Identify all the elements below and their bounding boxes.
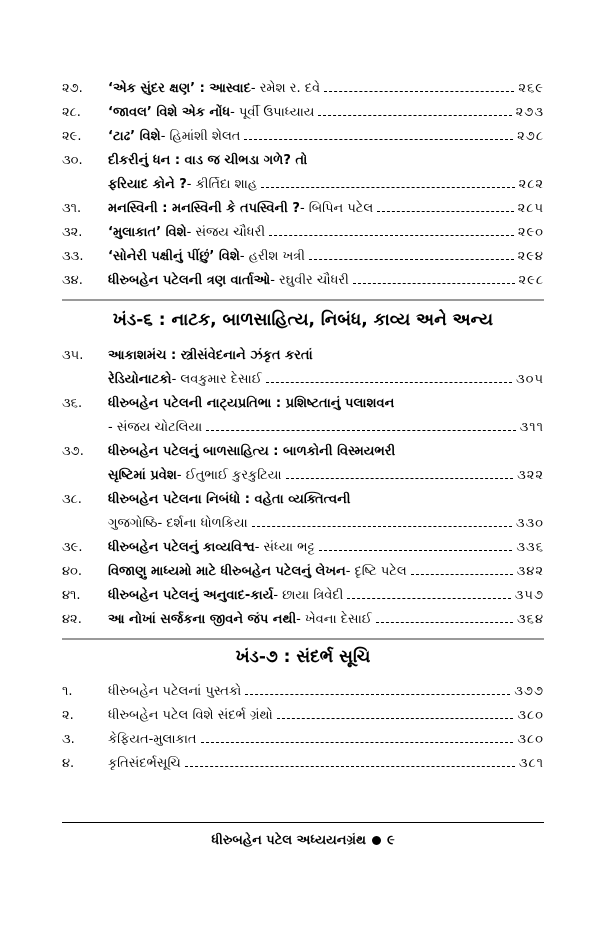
entry-page-number: ૨૬૯ — [518, 81, 544, 96]
entry-title-continued: ગુજગોષ્ઠિ — [108, 516, 158, 531]
entry-author: - કીર્તિદા શાહ — [186, 177, 258, 192]
dot-leader — [319, 549, 513, 551]
entry-page-number: ૩૦૫ — [515, 372, 544, 387]
entry-title: ‘જાવલ’ વિશે એક નોંધ — [108, 105, 231, 120]
entry-number: ૩૩. — [62, 249, 84, 264]
entry-author: - દર્શના ધોળકિયા — [157, 516, 248, 531]
entry-author: - સંધ્યા ભટ્ટ — [254, 540, 315, 555]
entry-author: - હિમાંશી શેલત — [160, 129, 241, 144]
entry-number: ૩૮. — [62, 492, 82, 507]
toc-entry-continuation — [62, 174, 544, 196]
toc-entry — [62, 102, 544, 124]
footer-page-number: ૯ — [386, 833, 395, 848]
entry-author: - સંજય ચૌધરી — [186, 225, 266, 240]
section-heading: ખંડ-૬ : નાટક, બાળસાહિત્ય, નિબંધ, કાવ્ય અને અન્ય — [112, 310, 494, 330]
toc-entry — [62, 729, 544, 751]
entry-page-number: ૩૩૬ — [516, 540, 544, 555]
dot-leader — [347, 597, 510, 599]
toc-entry — [62, 222, 544, 244]
dot-leader — [261, 186, 515, 188]
entry-number: ૨૮. — [62, 105, 81, 120]
entry-title: વિજાણુ માધ્યમો માટે ધીરુબહેન પટેલનું લેખન — [108, 564, 346, 579]
entry-title-continued: ફરિયાદ કોને ? — [108, 177, 187, 192]
entry-title: ‘એક સુંદર ક્ષણ’ : આસ્વાદ — [108, 81, 251, 96]
section-divider — [62, 299, 544, 301]
entry-page-number: ૩૧૧ — [519, 420, 544, 435]
toc-entry — [62, 150, 544, 172]
entry-author: - ઈતુભાઈ કુરકુટિયા — [176, 468, 282, 483]
footer-rule — [62, 822, 544, 823]
entry-page-number: ૩૮૧ — [518, 756, 544, 771]
entry-number: ૩૪. — [62, 273, 83, 288]
entry-number: ૪૨. — [62, 612, 82, 627]
entry-number: ૩૭. — [62, 444, 84, 459]
toc-entry — [62, 270, 544, 292]
entry-title: દીકરીનું ધન : વાડ જ ચીભડા ગળે? તો — [108, 153, 308, 168]
entry-title: ધીરુબહેન પટેલનું કાવ્યવિશ્વ — [108, 540, 255, 555]
entry-author: - રમેશ ર. દવે — [250, 81, 321, 96]
entry-page-number: ૨૯૦ — [517, 225, 544, 240]
entry-title: ‘ટાઢ’ વિશે — [108, 129, 161, 144]
dot-leader — [324, 90, 514, 92]
entry-author: - હરીશ ખત્રી — [239, 249, 305, 264]
dot-leader — [245, 693, 510, 695]
toc-entry — [62, 489, 544, 511]
entry-title-continued: રેડિયોનાટકો — [108, 372, 172, 387]
entry-number: ૨૯. — [62, 129, 82, 144]
dot-leader — [266, 381, 512, 383]
entry-page-number: ૩૩૦ — [515, 516, 544, 531]
dot-leader — [353, 282, 515, 284]
entry-page-number: ૨૯૪ — [517, 249, 544, 264]
dot-leader — [377, 210, 513, 212]
entry-page-number: ૩૬૪ — [517, 612, 544, 627]
entry-title: મનસ્વિની : મનસ્વિની કે તપસ્વિની ? — [108, 201, 300, 216]
entry-author: - ખેવના દેસાઈ — [296, 612, 372, 627]
entry-title: આ નોખાં સર્જકના જીવને જંપ નથી — [108, 612, 297, 627]
entry-title: ધીરુબહેન પટેલની નાટ્યપ્રતિભા : પ્રશિષ્ટતાનું પલાશવન — [108, 396, 395, 411]
section-heading: ખંડ-૭ : સંદર્ભ સૂચિ — [235, 647, 371, 667]
entry-title: ‘સોનેરી પક્ષીનું પીંછું’ વિશે — [108, 249, 240, 264]
entry-title: ધીરુબહેન પટેલની ત્રણ વાર્તાઓ — [108, 273, 271, 288]
toc-entry — [62, 441, 544, 463]
dot-leader — [185, 765, 515, 767]
entry-author: - છાયા ત્રિવેદી — [273, 588, 344, 603]
entry-page-number: ૨૭૮ — [517, 129, 544, 144]
entry-title: ધીરુબહેન પટેલ વિશે સંદર્ભ ગ્રંથો — [108, 708, 273, 723]
entry-page-number: ૩૨૨ — [517, 468, 544, 483]
toc-entry — [62, 705, 544, 727]
toc-entry-continuation — [62, 417, 544, 439]
entry-title: કેફિયત-મુલાકાત — [108, 732, 197, 747]
dot-leader — [286, 477, 514, 479]
entry-author: - સંજય ચોટલિયા — [108, 420, 203, 435]
dot-leader — [244, 138, 513, 140]
entry-number: ૪. — [62, 756, 75, 771]
entry-author: - પૂર્વી ઉપાધ્યાય — [230, 105, 315, 120]
toc-entry — [62, 78, 544, 100]
entry-title: કૃતિસંદર્ભસૂચિ — [108, 756, 181, 771]
dot-leader — [252, 525, 512, 527]
toc-entry — [62, 126, 544, 148]
section-divider — [62, 638, 544, 640]
toc-entry — [62, 537, 544, 559]
entry-page-number: ૩૮૦ — [517, 732, 544, 747]
footer-book-title: ધીરુબહેન પટેલ અધ્યયનગ્રંથ — [211, 833, 366, 848]
toc-entry — [62, 345, 544, 367]
entry-number: ૩૦. — [62, 153, 83, 168]
toc-entry — [62, 561, 544, 583]
dot-leader — [277, 717, 514, 719]
toc-entry — [62, 585, 544, 607]
page-footer — [62, 833, 544, 848]
entry-page-number: ૩૪૨ — [516, 564, 544, 579]
toc-entry — [62, 753, 544, 775]
entry-title: ધીરુબહેન પટેલનું અનુવાદ-કાર્ય — [108, 588, 274, 603]
dot-leader — [376, 621, 513, 623]
entry-number: ૩. — [62, 732, 75, 747]
toc-entry-continuation — [62, 369, 544, 391]
entry-title: ધીરુબહેન પટેલનાં પુસ્તકો — [108, 684, 242, 699]
toc-entry — [62, 609, 544, 631]
entry-page-number: ૨૯૮ — [518, 273, 544, 288]
bullet-icon — [372, 836, 381, 845]
entry-number: ૨. — [62, 708, 74, 723]
entry-author: - બિપિન પટેલ — [299, 201, 374, 216]
entry-number: ૩૬. — [62, 396, 83, 411]
entry-title: ‘મુલાકાત’ વિશે — [108, 225, 187, 240]
toc-entry — [62, 681, 544, 703]
entry-page-number: ૩૭૭ — [514, 684, 544, 699]
entry-page-number: ૩૮૦ — [517, 708, 544, 723]
entry-title-continued: સૃષ્ટિમાં પ્રવેશ — [108, 468, 177, 483]
entry-page-number: ૨૭૩ — [515, 105, 544, 120]
dot-leader — [411, 573, 513, 575]
entry-number: ૩૫. — [62, 348, 84, 363]
entry-page-number: ૨૮૫ — [517, 201, 544, 216]
dot-leader — [318, 114, 511, 116]
dot-leader — [309, 258, 514, 260]
toc-entry — [62, 393, 544, 415]
entry-number: ૪૦. — [62, 564, 83, 579]
toc-entry-continuation — [62, 465, 544, 487]
entry-number: ૧. — [62, 684, 73, 699]
entry-number: ૪૧. — [62, 588, 81, 603]
entry-number: ૩૯. — [62, 540, 83, 555]
entry-number: ૩૨. — [62, 225, 83, 240]
entry-title: આકાશમંચ : સ્ત્રીસંવેદનાને ઝંકૃત કરતાં — [108, 348, 313, 363]
toc-entry — [62, 198, 544, 220]
toc-entry — [62, 246, 544, 268]
entry-author: - રઘુવીર ચૌધરી — [270, 273, 349, 288]
entry-page-number: ૨૮૨ — [518, 177, 544, 192]
entry-author: - લવકુમાર દેસાઈ — [171, 372, 262, 387]
toc-entry-continuation — [62, 513, 544, 535]
dot-leader — [206, 429, 515, 431]
entry-title: ધીરુબહેન પટેલનું બાળસાહિત્ય : બાળકોની વિસ્મયભરી — [108, 444, 396, 459]
dot-leader — [269, 234, 514, 236]
entry-number: ૨૭. — [62, 81, 83, 96]
dot-leader — [201, 741, 514, 743]
entry-page-number: ૩૫૭ — [514, 588, 544, 603]
entry-number: ૩૧. — [62, 201, 82, 216]
entry-author: - દૃષ્ટિ પટેલ — [345, 564, 407, 579]
entry-title: ધીરુબહેન પટેલના નિબંધો : વહેતા વ્યક્તિત્વની — [108, 492, 351, 507]
